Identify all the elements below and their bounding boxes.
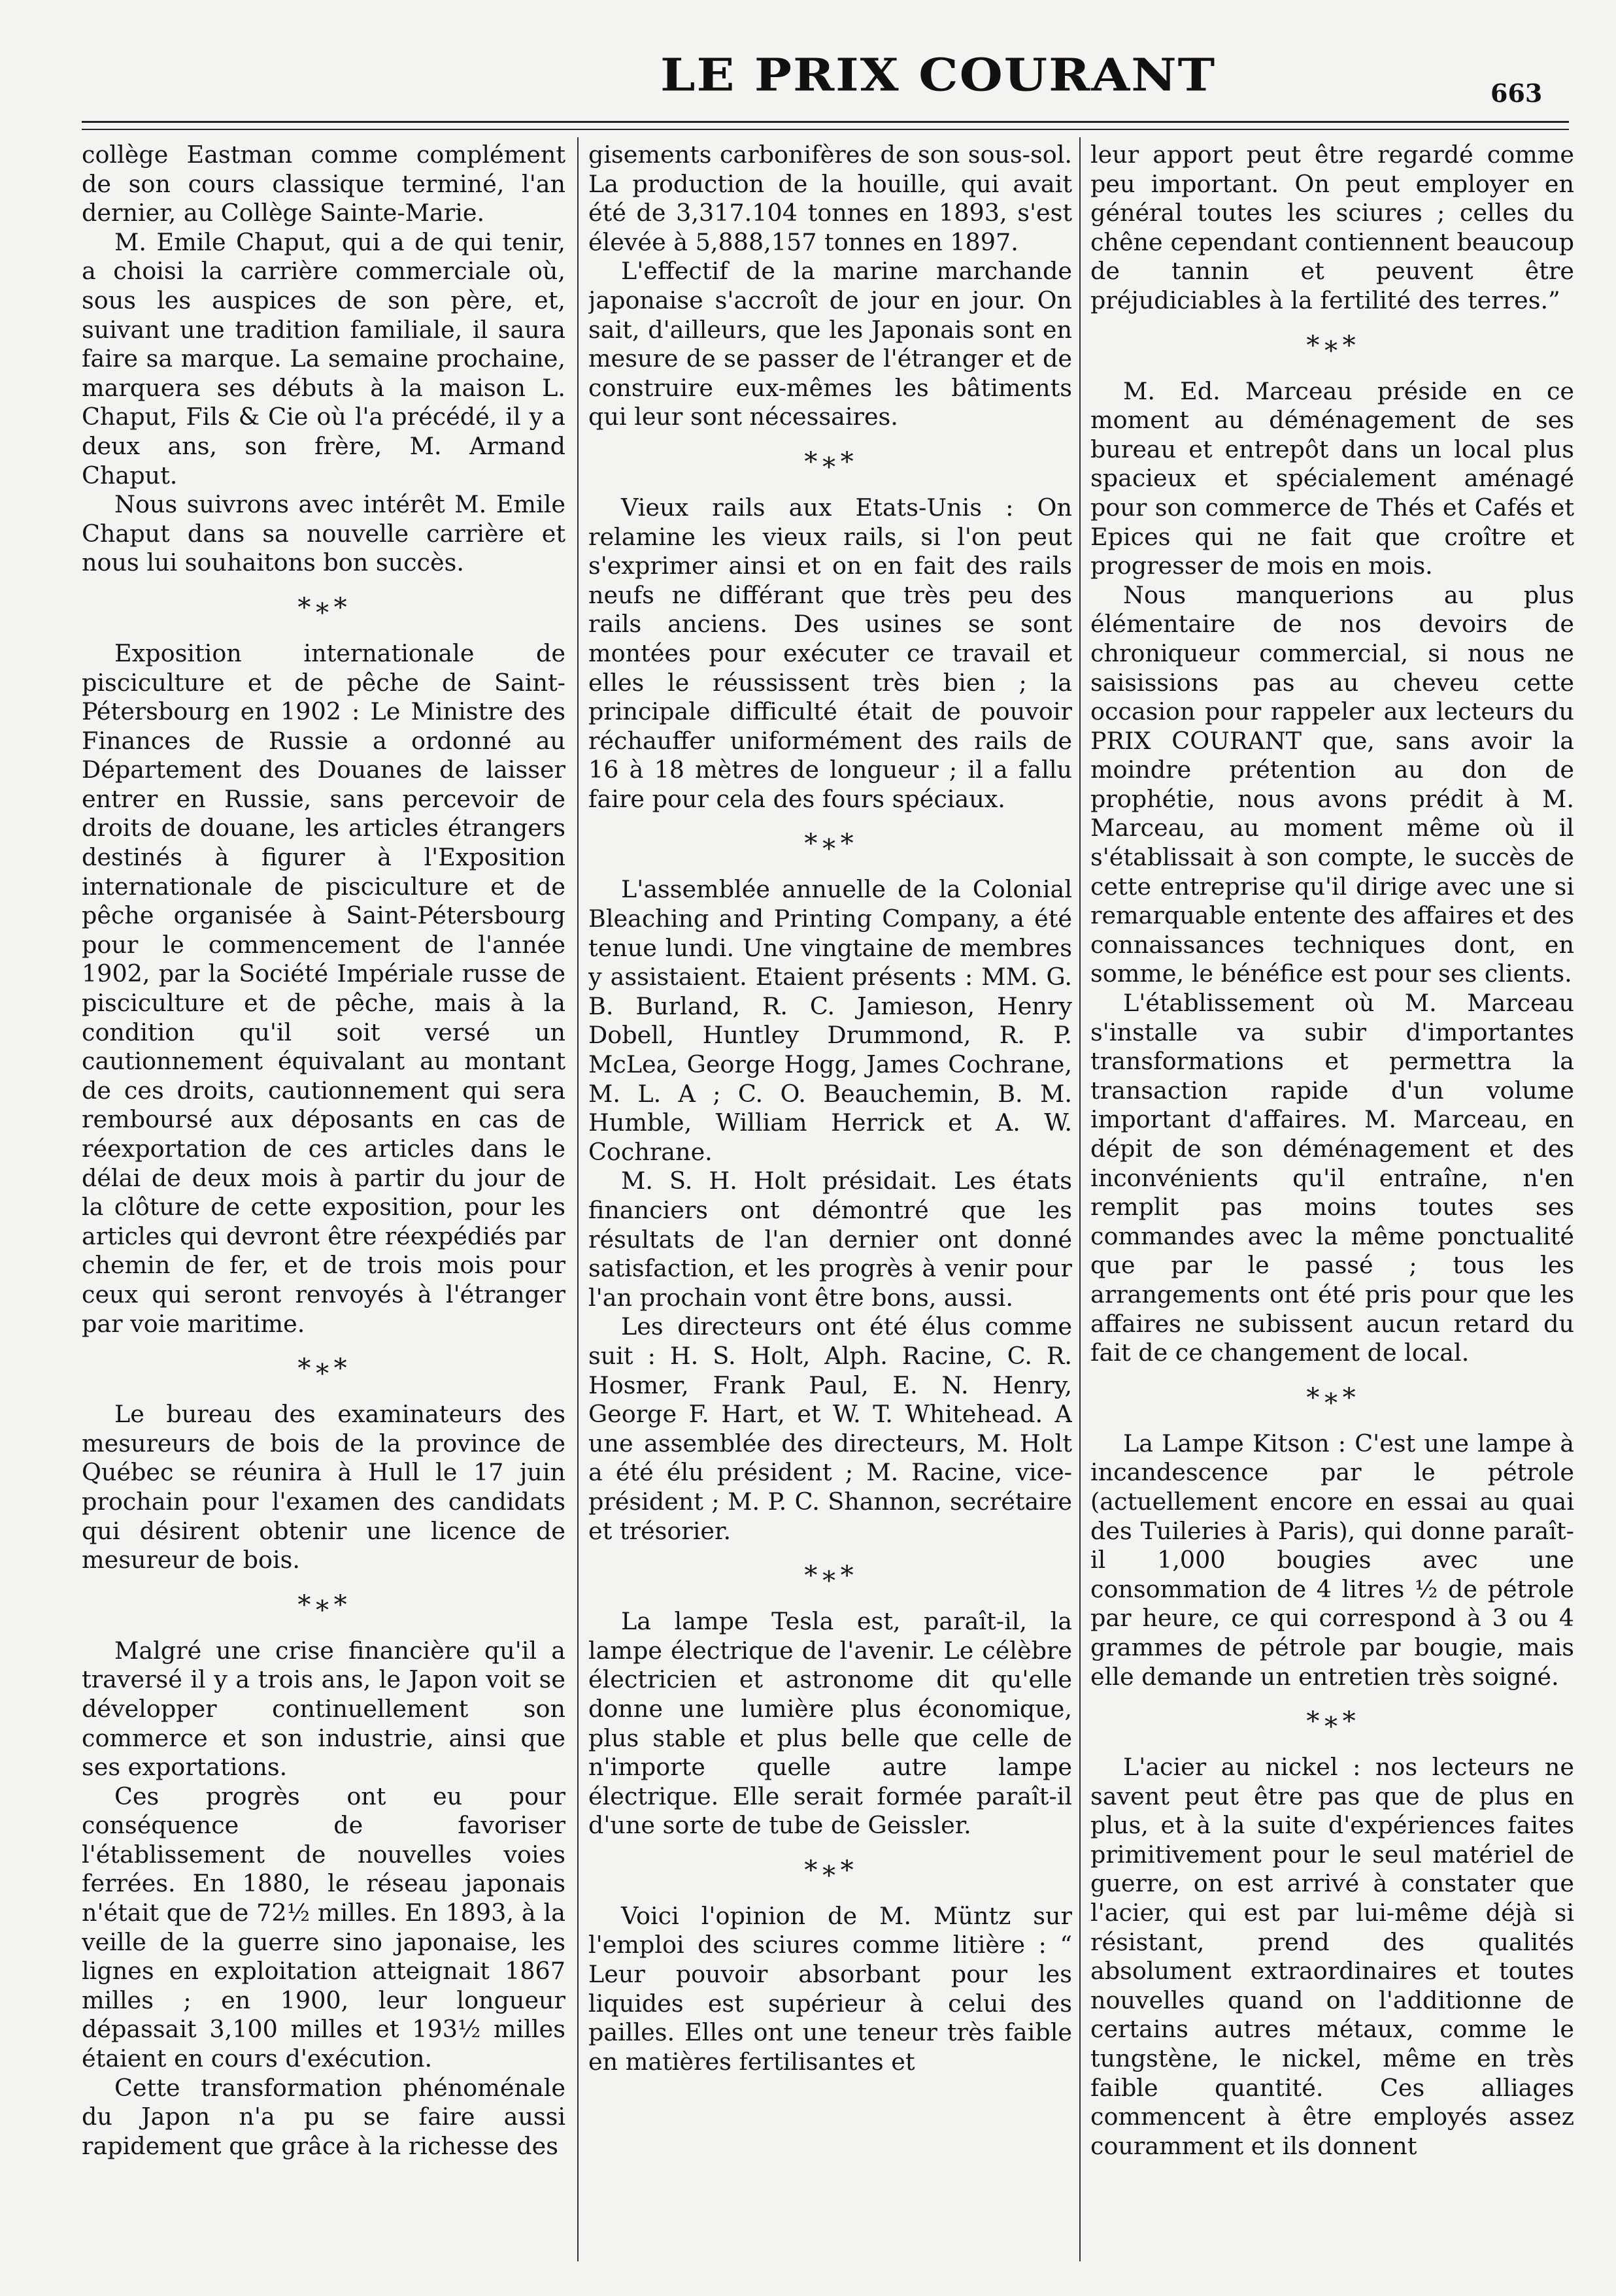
- column-divider: [577, 137, 579, 2261]
- article-paragraph: gisements carbonifères de son sous-sol. La production de la houille, qui avait été de 3,317.104 tonnes en 1893, s'est élevée à 5,888,157 tonnes en 1897.: [588, 141, 1072, 256]
- column-1: [82, 141, 565, 2288]
- section-separator-stars: *∗*: [804, 1855, 856, 1886]
- article-paragraph: M. S. H. Holt présidait. Les états financiers ont démontré que les résultats de l'an dernier ont donné satisfaction, et les progrès à venir pour l'an prochain vont être bons, aussi.: [588, 1167, 1072, 1312]
- article-paragraph: collège Eastman comme complément de son cours classique terminé, l'an dernier, au Collège Sainte-Marie.: [82, 141, 565, 227]
- article-paragraph: Voici l'opinion de M. Müntz sur l'emploi des sciures comme litière : “ Leur pouvoir absorbant pour les liquides est supérieur à celui des pailles. Elles ont une teneur très faible en matières fertilisantes et: [588, 1901, 1072, 2076]
- masthead-title: LE PRIX COURANT: [660, 48, 1217, 101]
- column-2: [588, 141, 1072, 2288]
- article-paragraph: Malgré une crise financière qu'il a traversé il y a trois ans, le Japon voit se développer continuellement son commerce et son industrie, ainsi que ses exportations.: [82, 1636, 565, 1782]
- article-paragraph: Cette transformation phénoménale du Japon n'a pu se faire aussi rapidement que grâce à la richesse des: [82, 2073, 565, 2160]
- article-paragraph: L'établissement où M. Marceau s'installe va subir d'importantes transformations et permettra la transaction rapide d'un volume important d'affaires. M. Marceau, en dépit de son déménagement et des inconvénients qu'il entraîne, n'en remplit pas moins toutes ses commandes avec la même ponctualité que par le passé ; tous les arrangements ont été pris pour que les affaires ne subissent aucun retard du fait de ce changement de local.: [1090, 989, 1574, 1367]
- article-paragraph: Vieux rails aux Etats-Unis : On relamine les vieux rails, si l'on peut s'exprimer ainsi et on en fait des rails neufs ne différant que très peu des rails anciens. Des usines se sont montées pour exécuter ce travail et elles le réussissent très bien ; la principale difficulté était de pouvoir réchauffer uniformément des rails de 16 à 18 mètres de longueur ; il a fallu faire pour cela des fours spéciaux.: [588, 493, 1072, 813]
- column-divider: [1079, 137, 1081, 2261]
- article-paragraph: leur apport peut être regardé comme peu important. On peut employer en général toutes les sciures ; celles du chêne cependant contiennent beaucoup de tannin et peuvent être préjudiciables à la fertilité des terres.”: [1090, 141, 1574, 314]
- section-separator-stars: *∗*: [804, 446, 856, 477]
- article-paragraph: La lampe Tesla est, paraît-il, la lampe électrique de l'avenir. Le célèbre électricien et astronome dit qu'elle donne une lumière plus économique, plus stable et plus belle que celle de n'importe quelle autre lampe électrique. Elle serait formée paraît-il d'une sorte de tube de Geissler.: [588, 1607, 1072, 1840]
- section-separator-stars: *∗*: [297, 592, 350, 623]
- section-separator-stars: *∗*: [297, 1589, 350, 1620]
- article-paragraph: L'acier au nickel : nos lecteurs ne savent peut être pas que de plus en plus, et à la suite d'expériences faites primitivement pour le seul matériel de guerre, on est arrivé à constater que l'acier, qui est par lui-même déjà si résistant, prend des qualités absolument extraordinaires et toutes nouvelles quand on l'additionne de certains autres métaux, comme le tungstène, le nickel, même en très faible quantité. Ces alliages commencent à être employés assez couramment et ils donnent: [1090, 1753, 1574, 2160]
- article-paragraph: La Lampe Kitson : C'est une lampe à incandescence par le pétrole (actuellement encore en essai au quai des Tuileries à Paris), qui donne paraît-il 1,000 bougies avec une consommation de 4 litres ½ de pétrole par heure, ce qui correspond à 3 ou 4 grammes de pétrole par bougie, mais elle demande un entretien très soigné.: [1090, 1429, 1574, 1691]
- article-paragraph: Nous suivrons avec intérêt M. Emile Chaput dans sa nouvelle carrière et nous lui souhaitons bon succès.: [82, 490, 565, 577]
- article-paragraph: Le bureau des examinateurs des mesureurs de bois de la province de Québec se réunira à Hull le 17 juin prochain pour l'examen des candidats qui désirent obtenir une licence de mesureur de bois.: [82, 1400, 565, 1574]
- article-paragraph: L'effectif de la marine marchande japonaise s'accroît de jour en jour. On sait, d'ailleurs, que les Japonais sont en mesure de se passer de l'étranger et de construire eux-mêmes les bâtiments qui leur sont nécessaires.: [588, 257, 1072, 431]
- section-separator-stars: *∗*: [1306, 1382, 1358, 1413]
- article-paragraph: M. Emile Chaput, qui a de qui tenir, a choisi la carrière commerciale où, sous les auspices de son père, et, suivant une tradition familiale, il saura faire sa marque. La semaine prochaine, marquera ses débuts à la maison L. Chaput, Fils & Cie où l'a précédé, il y a deux ans, son frère, M. Armand Chaput.: [82, 227, 565, 490]
- section-separator-stars: *∗*: [1306, 330, 1358, 361]
- article-paragraph: Les directeurs ont été élus comme suit : H. S. Holt, Alph. Racine, C. R. Hosmer, Frank Paul, E. N. Henry, George F. Hart, et W. T. Whitehead. A une assemblée des directeurs, M. Holt a été élu président ; M. Racine, vice-président ; M. P. C. Shannon, secrétaire et trésorier.: [588, 1312, 1072, 1545]
- section-separator-stars: *∗*: [297, 1354, 350, 1384]
- header-rule-thin: [82, 129, 1569, 130]
- page-number: 663: [1490, 78, 1543, 108]
- section-separator-stars: *∗*: [1306, 1706, 1358, 1737]
- section-separator-stars: *∗*: [804, 829, 856, 859]
- header-rule: [82, 121, 1569, 123]
- article-paragraph: L'assemblée annuelle de la Colonial Bleaching and Printing Company, a été tenue lundi. Une vingtaine de membres y assistaient. Etaient présents : MM. G. B. Burland, R. C. Jamieson, Henry Dobell, Huntley Drummond, R. P. McLea, George Hogg, James Cochrane, M. L. A ; C. O. Beauchemin, B. M. Humble, William Herrick et A. W. Cochrane.: [588, 875, 1072, 1166]
- article-paragraph: Nous manquerions au plus élémentaire de nos devoirs de chroniqueur commercial, si nous ne saisissions pas au cheveu cette occasion pour rappeler aux lecteurs du PRIX COURANT que, sans avoir la moindre prétention au don de prophétie, nous avons prédit à M. Marceau, au moment même où il s'établissait à son compte, le succès de cette entreprise qu'il dirige avec une si remarquable entente des affaires et des connaissances techniques dont, en somme, le bénéfice est pour ses clients.: [1090, 580, 1574, 988]
- column-3: [1090, 141, 1574, 2288]
- article-paragraph: Ces progrès ont eu pour conséquence de favoriser l'établissement de nouvelles voies ferrées. En 1880, le réseau japonais n'était que de 72½ milles. En 1893, à la veille de la guerre sino japonaise, les lignes en exploitation atteignait 1867 milles ; en 1900, leur longueur dépassait 3,100 milles et 193½ milles étaient en cours d'exécution.: [82, 1782, 565, 2073]
- section-separator-stars: *∗*: [804, 1561, 856, 1591]
- article-paragraph: M. Ed. Marceau préside en ce moment au déménagement de ses bureau et entrepôt dans un local plus spacieux et spécialement aménagé pour son commerce de Thés et Cafés et Epices qui ne fait que croître et progresser de mois en mois.: [1090, 376, 1574, 580]
- article-paragraph: Exposition internationale de pisciculture et de pêche de Saint-Pétersbourg en 1902 : Le Ministre des Finances de Russie a ordonné au Département des Douanes de laisser entrer en Russie, sans percevoir de droits de douane, les articles étrangers destinés à figurer à l'Exposition internationale de pisciculture et de pêche organisée à Saint-Pétersbourg pour le commencement de l'année 1902, par la Société Impériale russe de pisciculture et de pêche, mais à la condition qu'il soit versé un cautionnement équivalant au montant de ces droits, cautionnement qui sera remboursé aux déposants en cas de réexportation de ces articles dans le délai de deux mois à partir du jour de la clôture de cette exposition, pour les articles qui devront être réexpédiés par chemin de fer, et de trois mois pour ceux qui seront renvoyés à l'étranger par voie maritime.: [82, 639, 565, 1338]
